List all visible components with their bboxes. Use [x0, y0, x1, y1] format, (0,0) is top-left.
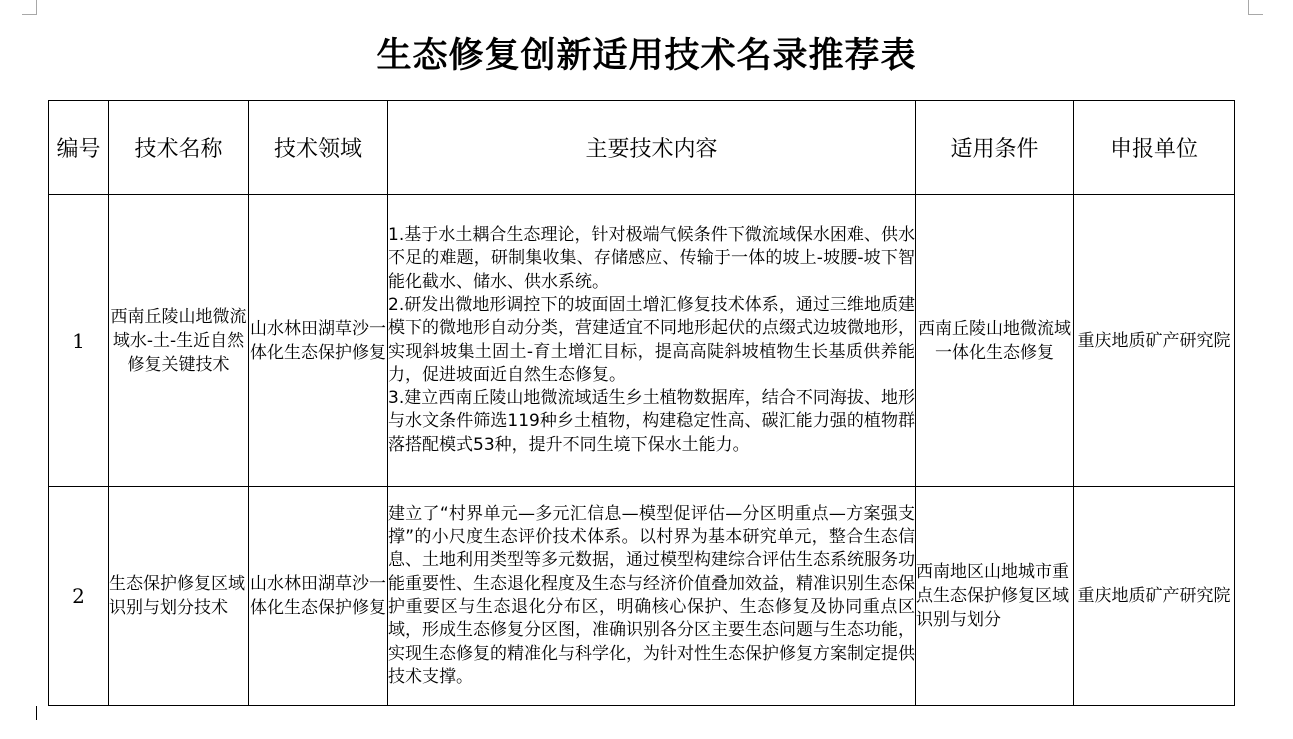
content-paragraph: 2.研发出微地形调控下的坡面固土增汇修复技术体系，通过三维地质建模下的微地形自动分类，营建适宜不同地形起伏的点缀式边坡微地形，实现斜坡集土固土-育土增汇目标，提高高陡斜坡植物生长基质供养能力，促进坡面近自然生态修复。	[388, 294, 915, 385]
row-number: 1	[49, 195, 109, 487]
page-title: 生态修复创新适用技术名录推荐表	[376, 35, 917, 76]
header-conditions: 适用条件	[916, 101, 1074, 195]
content-paragraph: 建立了“村界单元—多元汇信息—模型促评估—分区明重点—方案强支撑”的小尺度生态评价技术体系。以村界为基本研究单元，整合生态信息、土地利用类型等多元数据，通过模型构建综合评估生态系统服务功能重要性、生态退化程度及生态与经济价值叠加效益，精准识别生态保护重要区与生态退化分布区，明确核心保护、生态修复及协同重点区域，形成生态修复分区图，准确识别各分区主要生态问题与生态功能，实现生态修复的精准化与科学化，为针对性生态保护修复方案制定提供技术支撑。	[388, 503, 915, 687]
text-cursor	[36, 706, 37, 720]
header-tech-name: 技术名称	[109, 101, 249, 195]
header-unit: 申报单位	[1074, 101, 1235, 195]
content-paragraph: 3.建立西南丘陵山地微流域适生乡土植物数据库，结合不同海拔、地形与水文条件筛选119种乡土植物，构建稳定性高、碳汇能力强的植物群落搭配模式53种，提升不同生境下保水土能力。	[388, 388, 915, 455]
unit-cell: 重庆地质矿产研究院	[1074, 487, 1235, 706]
unit-cell: 重庆地质矿产研究院	[1074, 195, 1235, 487]
recommendation-table	[48, 100, 1235, 706]
content-paragraph: 1.基于水土耦合生态理论，针对极端气候条件下微流域保水困难、供水不足的难题，研制集收集、存储感应、传输于一体的坡上-坡腰-坡下智能化截水、储水、供水系统。	[388, 225, 915, 292]
conditions-cell: 西南地区山地城市重点生态保护修复区域识别与划分	[916, 487, 1074, 706]
header-main-content: 主要技术内容	[388, 101, 916, 195]
main-content-cell	[388, 195, 916, 487]
main-content-cell	[388, 487, 916, 706]
header-tech-field: 技术领域	[249, 101, 388, 195]
header-number: 编号	[49, 101, 109, 195]
conditions-cell: 西南丘陵山地微流域一体化生态修复	[916, 195, 1074, 487]
crop-mark-top-right	[1248, 0, 1263, 15]
tech-name-cell: 西南丘陵山地微流域水-土-生近自然修复关键技术	[109, 195, 249, 487]
tech-field-cell: 山水林田湖草沙一体化生态保护修复	[249, 195, 388, 487]
table-row	[49, 195, 1235, 487]
table-header-row	[49, 101, 1235, 195]
row-number: 2	[49, 487, 109, 706]
tech-name-cell: 生态保护修复区域识别与划分技术	[109, 487, 249, 706]
crop-mark-top-left	[22, 0, 37, 15]
table-row	[49, 487, 1235, 706]
tech-field-cell: 山水林田湖草沙一体化生态保护修复	[249, 487, 388, 706]
